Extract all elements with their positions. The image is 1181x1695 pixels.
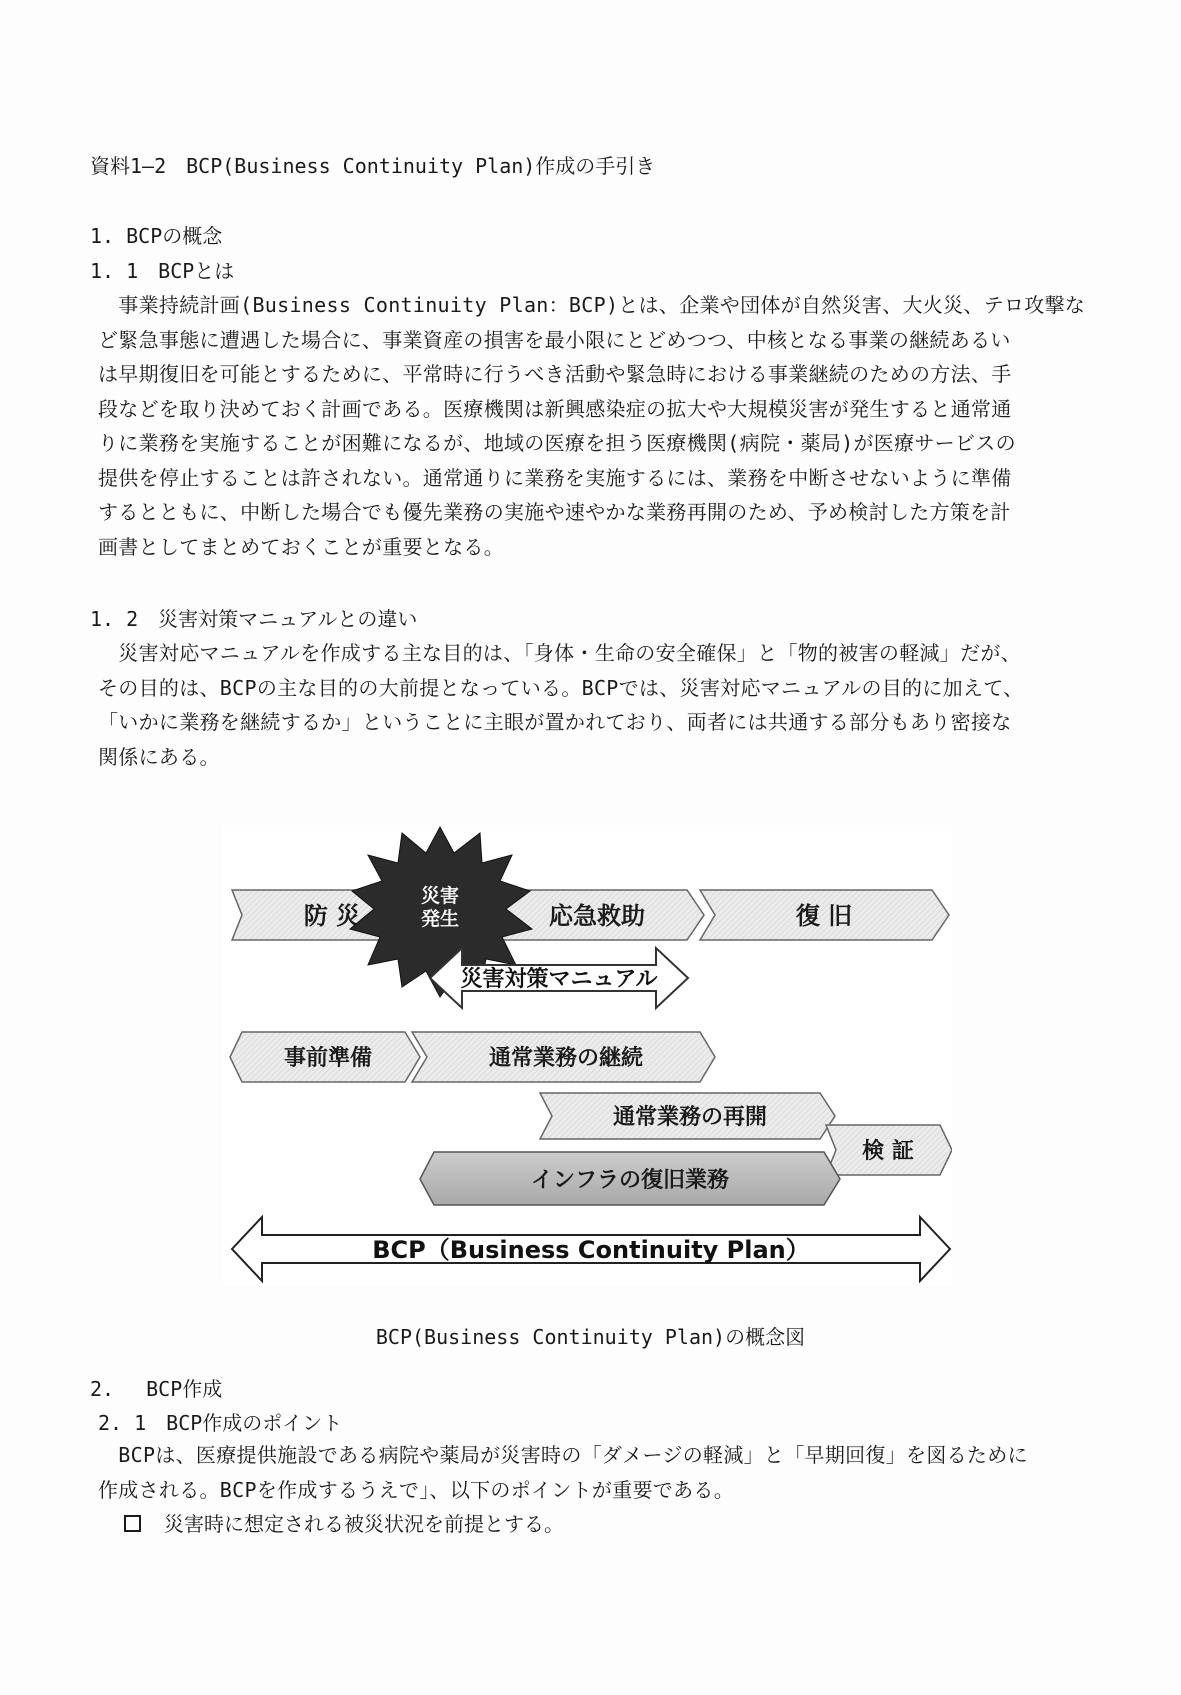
paragraph-line: は早期復旧を可能とするために、平常時に行うべき活動や緊急時における事業継続のための方法、手 — [98, 362, 1012, 386]
section-1-1-body — [98, 288, 1096, 564]
paragraph-line: 作成される。BCPを作成するうえで」、以下のポイントが重要である。 — [98, 1477, 735, 1502]
section-1-2-heading: 1. 2 災害対策マニュアルとの違い — [90, 607, 418, 631]
paragraph-line: 段などを取り決めておく計画である。医療機関は新興感染症の拡大や大規模災害が発生すると通常通 — [98, 396, 1012, 421]
checkbox-icon — [124, 1515, 141, 1532]
paragraph-line: 関係にある。 — [98, 744, 220, 769]
disaster-label-line2: 発生 — [420, 908, 460, 930]
kensho-label: 検 証 — [862, 1139, 914, 1164]
section-2-heading: 2. BCP作成 — [90, 1377, 223, 1401]
oukyu-label: 応急救助 — [549, 902, 645, 930]
section-2-1-body — [98, 1438, 1096, 1507]
jizen-label: 事前準備 — [283, 1046, 373, 1071]
infra-label: インフラの復旧業務 — [530, 1168, 730, 1193]
manual-label: 災害対策マニュアル — [460, 967, 658, 992]
section-1-1-heading: 1. 1 BCPとは — [90, 259, 235, 283]
bousai-label: 防 災 — [303, 902, 361, 930]
paragraph-line: 「いかに業務を継続するか」ということに主眼が置かれており、両者には共通する部分もあり密接な — [98, 710, 1012, 734]
bcp-concept-diagram — [222, 825, 952, 1283]
section-1-2-body — [98, 636, 1096, 774]
fukkyu-label: 復 旧 — [795, 902, 853, 930]
disaster-label-line1: 災害 — [420, 885, 460, 907]
paragraph-line: 画書としてまとめておくことが重要となる。 — [98, 534, 504, 559]
bcp-label: BCP（Business Continuity Plan） — [372, 1236, 810, 1264]
paragraph-line: 災害対応マニュアルを作成する主な目的は、「身体・生命の安全確保」と「物的被害の軽減」だが、 — [98, 641, 1021, 665]
paragraph-line: りに業務を実施することが困難になるが、地域の医療を担う医療機関(病院・薬局)が医療サービスの — [98, 431, 1016, 455]
paragraph-line: 事業持続計画(Business Continuity Plan：BCP)とは、企業や団体が自然災害、大火災、テロ攻撃な — [98, 293, 1086, 317]
document-title: 資料1―2 BCP(Business Continuity Plan)作成の手引き — [90, 154, 656, 178]
keizoku-label: 通常業務の継続 — [488, 1046, 644, 1071]
figure-caption: BCP(Business Continuity Plan)の概念図 — [375, 1325, 806, 1349]
paragraph-line: BCPは、医療提供施設である病院や薬局が災害時の「ダメージの軽減」と「早期回復」を図るために — [98, 1443, 1028, 1467]
checklist-item: 災害時に想定される被災状況を前提とする。 — [164, 1512, 564, 1536]
paragraph-line: ど緊急事態に遭遇した場合に、事業資産の損害を最小限にとどめつつ、中核となる事業の継続あるい — [98, 327, 1011, 352]
paragraph-line: 提供を停止することは許されない。通常通りに業務を実施するには、業務を中断させないように準備 — [98, 465, 1012, 490]
section-2-1-heading: 2. 1 BCP作成のポイント — [98, 1411, 343, 1435]
paragraph-line: その目的は、BCPの主な目的の大前提となっている。BCPでは、災害対応マニュアルの目的に加えて、 — [98, 675, 1024, 700]
section-1-heading: 1. BCPの概念 — [90, 224, 223, 248]
saikai-label: 通常業務の再開 — [612, 1105, 768, 1130]
paragraph-line: するとともに、中断した場合でも優先業務の実施や速やかな業務再開のため、予め検討した方策を計 — [98, 500, 1011, 524]
